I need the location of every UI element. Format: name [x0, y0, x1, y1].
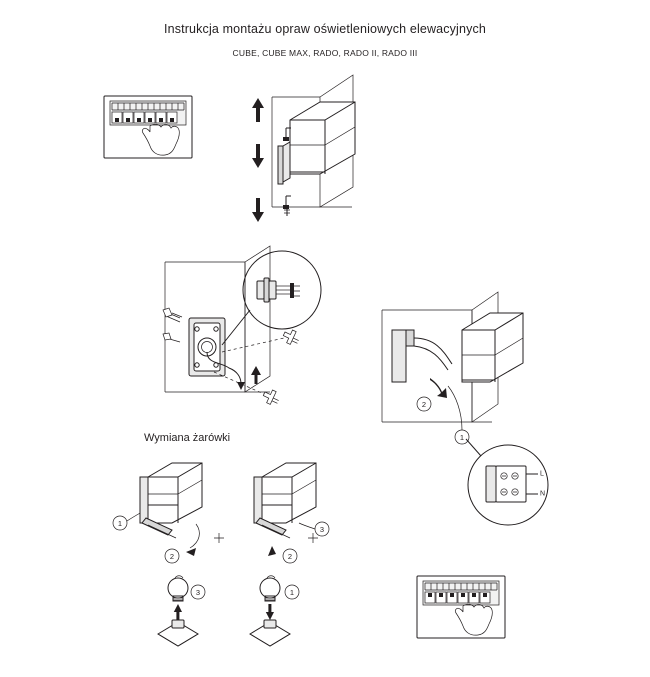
fig-breaker-on: [417, 576, 505, 638]
arrow-down-1: [252, 144, 264, 168]
callout-two-label: 2: [421, 400, 427, 409]
fig-bulb-socket-right: [250, 576, 299, 646]
bulb-replacement-label: Wymiana żarówki: [144, 432, 231, 444]
screws-left: [163, 308, 182, 342]
page-title: Instrukcja montażu opraw oświetleniowych elewacyjnych: [164, 22, 486, 36]
lamp-cube-2: [462, 313, 523, 382]
bulb-right-step-2: 2: [287, 552, 293, 561]
bulb-right-step-3: 3: [319, 525, 325, 534]
lamp-cube-left: [148, 463, 202, 523]
fig-lamp-wiring: [382, 292, 548, 525]
cable-gland-zoom: [222, 251, 321, 345]
fig-breaker-off: [104, 96, 192, 158]
arrow-down-2: [252, 198, 264, 222]
arrow-up: [252, 98, 264, 122]
terminal-neutral-label: N: [540, 490, 546, 498]
bulb-socket-right-step: 1: [289, 588, 295, 597]
page-subtitle: CUBE, CUBE MAX, RADO, RADO II, RADO III: [232, 48, 418, 58]
screw-icon-small: [284, 208, 290, 216]
bracket-plate: [189, 318, 225, 376]
fig-lamp-removal: [252, 75, 355, 222]
lamp-cube: [290, 102, 355, 174]
bulb-left-step-1: 1: [117, 519, 123, 528]
bulb-left-step-2: 2: [169, 552, 175, 561]
fig-bulb-left: [113, 463, 224, 563]
wall-bracket-2: [392, 330, 452, 382]
terminal-block-zoom: [466, 439, 548, 525]
wall-bracket: [278, 142, 290, 184]
terminal-line-label: L: [540, 470, 544, 478]
bulb-socket-left-step: 3: [195, 588, 201, 597]
fig-bracket-wiring: [163, 246, 321, 407]
fig-bulb-right: [254, 463, 329, 563]
fig-bulb-socket-left: [158, 576, 205, 646]
callout-one-label: 1: [459, 433, 465, 442]
lamp-cube-right: [262, 463, 316, 523]
